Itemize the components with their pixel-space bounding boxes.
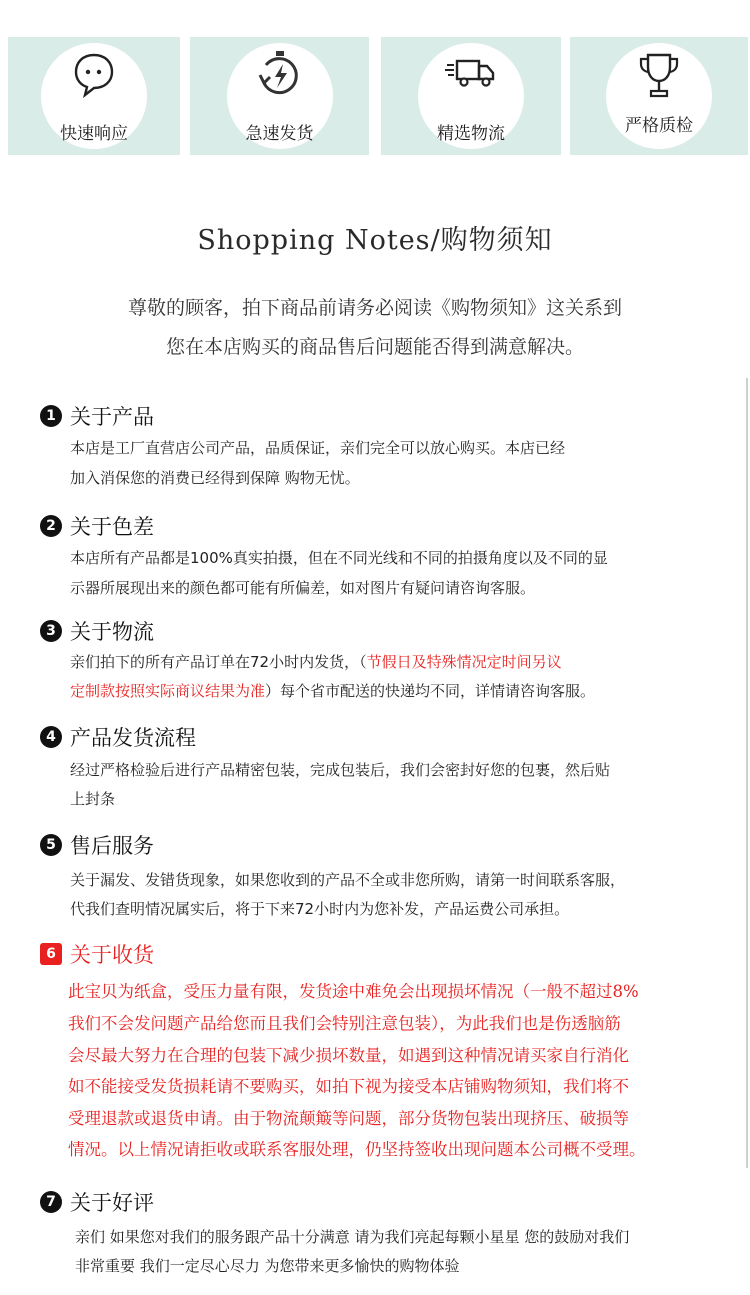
feature-tile-quality [570, 37, 748, 155]
section-number-badge: 7 [40, 1191, 62, 1213]
section-text-line [70, 651, 562, 672]
section-heading-review [40, 1189, 154, 1215]
section-text-line [70, 680, 595, 701]
section-number-badge: 1 [40, 405, 62, 427]
delivery-truck-icon [439, 49, 503, 101]
section-text-line: 示器所展现出来的颜色都可能有所偏差，如对图片有疑问请咨询客服。 [70, 579, 536, 597]
text-highlight: 节假日及特殊情况定时间另议 [366, 653, 562, 671]
section-text-line: 本店所有产品都是100%真实拍摄，但在不同光线和不同的拍摄角度以及不同的显 [70, 549, 608, 567]
feature-tile-response [8, 37, 180, 155]
section-text-line: 会尽最大努力在合理的包装下减少损坏数量，如遇到这种情况请买家自行消化 [68, 1046, 629, 1065]
intro-line-2: 您在本店购买的商品售后问题能否得到满意解决。 [165, 336, 584, 358]
section-heading-color [40, 513, 154, 539]
section-text-line: 我们不会发问题产品给您而且我们会特别注意包装），为此我们也是伤透脑筋 [68, 1014, 621, 1033]
section-text-line: 关于漏发、发错货现象，如果您收到的产品不全或非您所购，请第一时间联系客服， [70, 871, 626, 889]
section-heading-receiving [40, 941, 154, 967]
section-heading-after-sales [40, 832, 154, 858]
feature-tile-shipping [190, 37, 369, 155]
section-number-badge: 5 [40, 834, 62, 856]
stopwatch-lightning-icon [254, 49, 306, 101]
feature-tile-logistics [381, 37, 561, 155]
section-text-line: 亲们 如果您对我们的服务跟产品十分满意 请为我们亮起每颗小星星 您的鼓励对我们 [75, 1228, 630, 1246]
section-title: 产品发货流程 [70, 726, 196, 750]
section-text-line: 代我们查明情况属实后，将于下来72小时内为您补发，产品运费公司承担。 [70, 900, 570, 918]
divider [746, 378, 748, 1168]
section-title: 售后服务 [70, 834, 154, 858]
section-text-line: 情况。以上情况请拒收或联系客服处理，仍坚持签收出现问题本公司概不受理。 [68, 1140, 646, 1159]
feature-label-quality: 严格质检 [625, 116, 693, 136]
section-number-badge: 4 [40, 726, 62, 748]
section-number-badge: 2 [40, 515, 62, 537]
text-normal: ）每个省市配送的快递均不同，详情请咨询客服。 [265, 682, 596, 700]
section-text-line: 如不能接受发货损耗请不要购买，如拍下视为接受本店铺购物须知，我们将不 [68, 1077, 629, 1096]
section-title: 关于产品 [70, 405, 154, 429]
section-number-badge: 3 [40, 620, 62, 642]
text-highlight: 定制款按照实际商议结果为准 [70, 682, 266, 700]
section-heading-delivery-process [40, 724, 196, 750]
section-title: 关于好评 [70, 1191, 154, 1215]
section-text-line: 加入消保您的消费已经得到保障 购物无忧。 [70, 469, 360, 487]
section-text-line: 上封条 [70, 790, 116, 808]
feature-label-response: 快速响应 [60, 124, 128, 144]
page-title: Shopping Notes/购物须知 [197, 225, 553, 256]
section-title: 关于色差 [70, 515, 154, 539]
section-heading-product [40, 403, 154, 429]
section-title: 关于收货 [70, 943, 154, 967]
section-text-line: 受理退款或退货申请。由于物流颠簸等问题，部分货物包装出现挤压、破损等 [68, 1109, 629, 1128]
section-title: 关于物流 [70, 620, 154, 644]
section-text-line: 非常重要 我们一定尽心尽力 为您带来更多愉快的购物体验 [75, 1257, 460, 1275]
section-text-line: 经过严格检验后进行产品精密包装，完成包装后，我们会密封好您的包裹，然后贴 [70, 761, 611, 779]
feature-label-shipping: 急速发货 [245, 124, 314, 144]
section-text-line: 本店是工厂直营店公司产品，品质保证，亲们完全可以放心购买。本店已经 [70, 439, 566, 457]
text-normal: 亲们拍下的所有产品订单在72小时内发货，（ [70, 653, 367, 671]
section-heading-logistics [40, 618, 154, 644]
section-text-line: 此宝贝为纸盒，受压力量有限，发货途中难免会出现损坏情况（一般不超过8% [68, 982, 639, 1001]
intro-line-1: 尊敬的顾客，拍下商品前请务必阅读《购物须知》这关系到 [127, 297, 622, 319]
section-number-badge: 6 [40, 943, 62, 965]
feature-banner [0, 37, 750, 155]
feature-label-logistics: 精选物流 [437, 124, 505, 144]
chat-bubble-face-icon [68, 49, 120, 101]
trophy-icon [633, 49, 685, 101]
